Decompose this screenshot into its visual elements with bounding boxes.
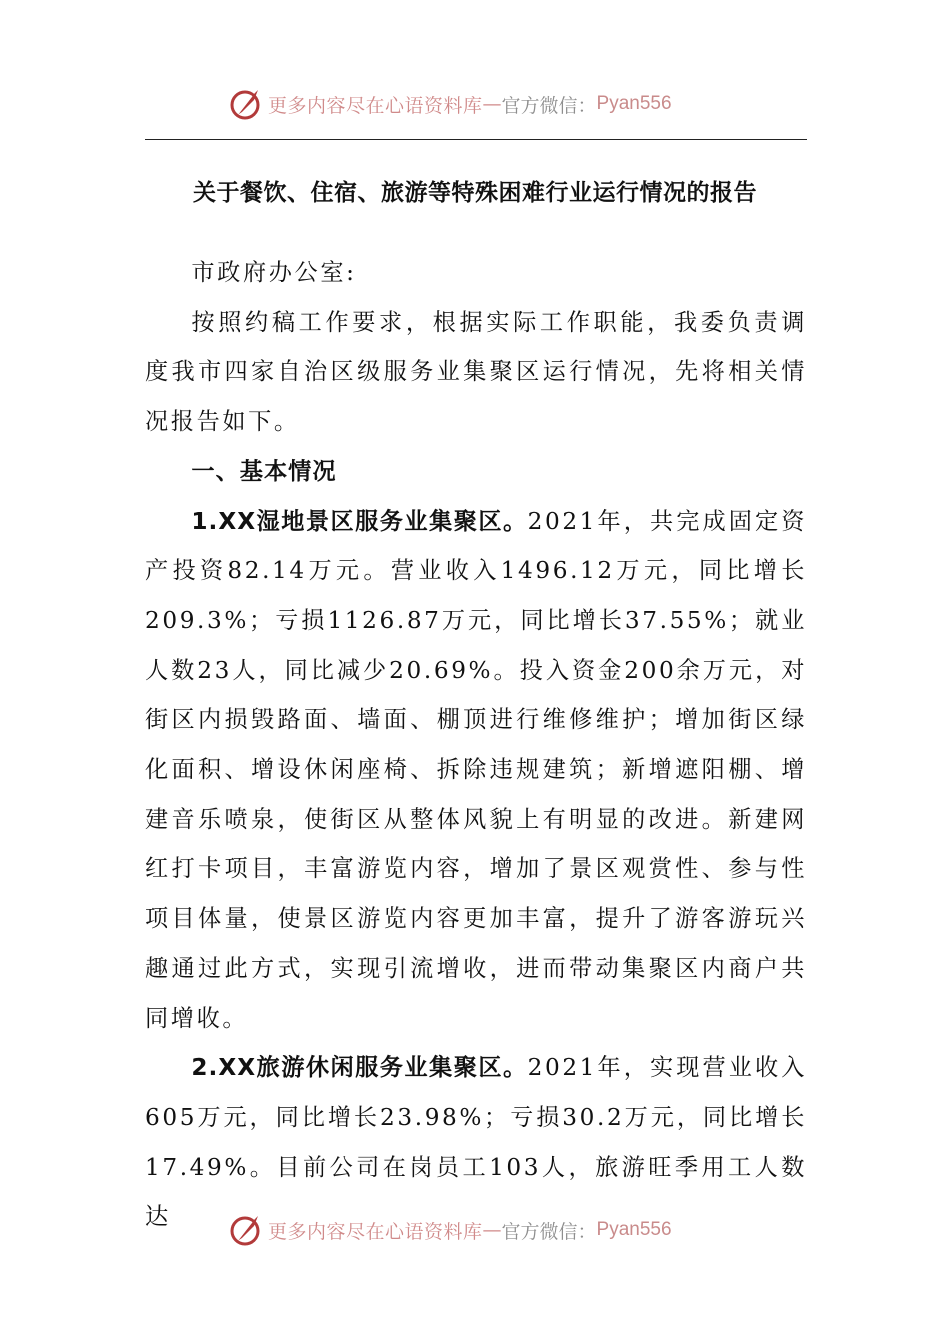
item-1-text: 2021年，共完成固定资产投资82.14万元。营业收入1496.12万元，同比增长209.3%；亏损1126.87万元，同比增长37.55%；就业人数23人，同比减少20.69%。投入资金200余万元，对街区内损毁路面、墙面、棚顶进行维修维护；增加街区绿化面积、增设休闲座椅、拆除违规建筑；新增遮阳棚、增建音乐喷泉，使街区从整体风貌上有明显的改进。新建网红打卡项目，丰富游览内容，增加了景区观赏性、参与性项目体量，使景区游览内容更加丰富，提升了游客游玩兴趣通过此方式，实现引流增收，进而带动集聚区内商户共同增收。	[145, 507, 807, 1032]
document-body	[145, 248, 807, 1242]
section-1-heading: 一、基本情况	[191, 457, 337, 485]
section-heading	[145, 447, 807, 497]
wechat-label: 官方微信：	[501, 1220, 597, 1243]
item-1-heading: 1.XX湿地景区服务业集聚区。	[191, 507, 528, 535]
item-2-text: 2021年，实现营业收入605万元，同比增长23.98%；亏损30.2万元，同比增长17.49%。目前公司在岗员工103人，旅游旺季用工人数达	[145, 1054, 807, 1231]
watermark-dash: —	[482, 1219, 502, 1241]
quill-logo-icon	[228, 86, 264, 122]
watermark-text: 更多内容尽在心语资料库	[268, 1220, 483, 1243]
wechat-id: Pyan556	[596, 93, 672, 114]
quill-logo-icon	[228, 1212, 264, 1248]
item-1-paragraph	[145, 497, 807, 1044]
intro-paragraph: 按照约稿工作要求，根据实际工作职能，我委负责调度我市四家自治区级服务业集聚区运行情况，先将相关情况报告如下。	[145, 308, 807, 436]
item-2-heading: 2.XX旅游休闲服务业集聚区。	[191, 1054, 528, 1082]
watermark-dash: —	[482, 93, 502, 115]
salutation: 市政府办公室:	[191, 259, 357, 286]
header-rule	[145, 139, 807, 140]
wechat-id: Pyan556	[596, 1219, 672, 1240]
header-watermark	[228, 84, 672, 124]
wechat-label: 官方微信：	[501, 94, 597, 117]
document-title: 关于餐饮、住宿、旅游等特殊困难行业运行情况的报告	[193, 180, 757, 206]
footer-watermark	[228, 1210, 672, 1250]
watermark-text: 更多内容尽在心语资料库	[268, 94, 483, 117]
